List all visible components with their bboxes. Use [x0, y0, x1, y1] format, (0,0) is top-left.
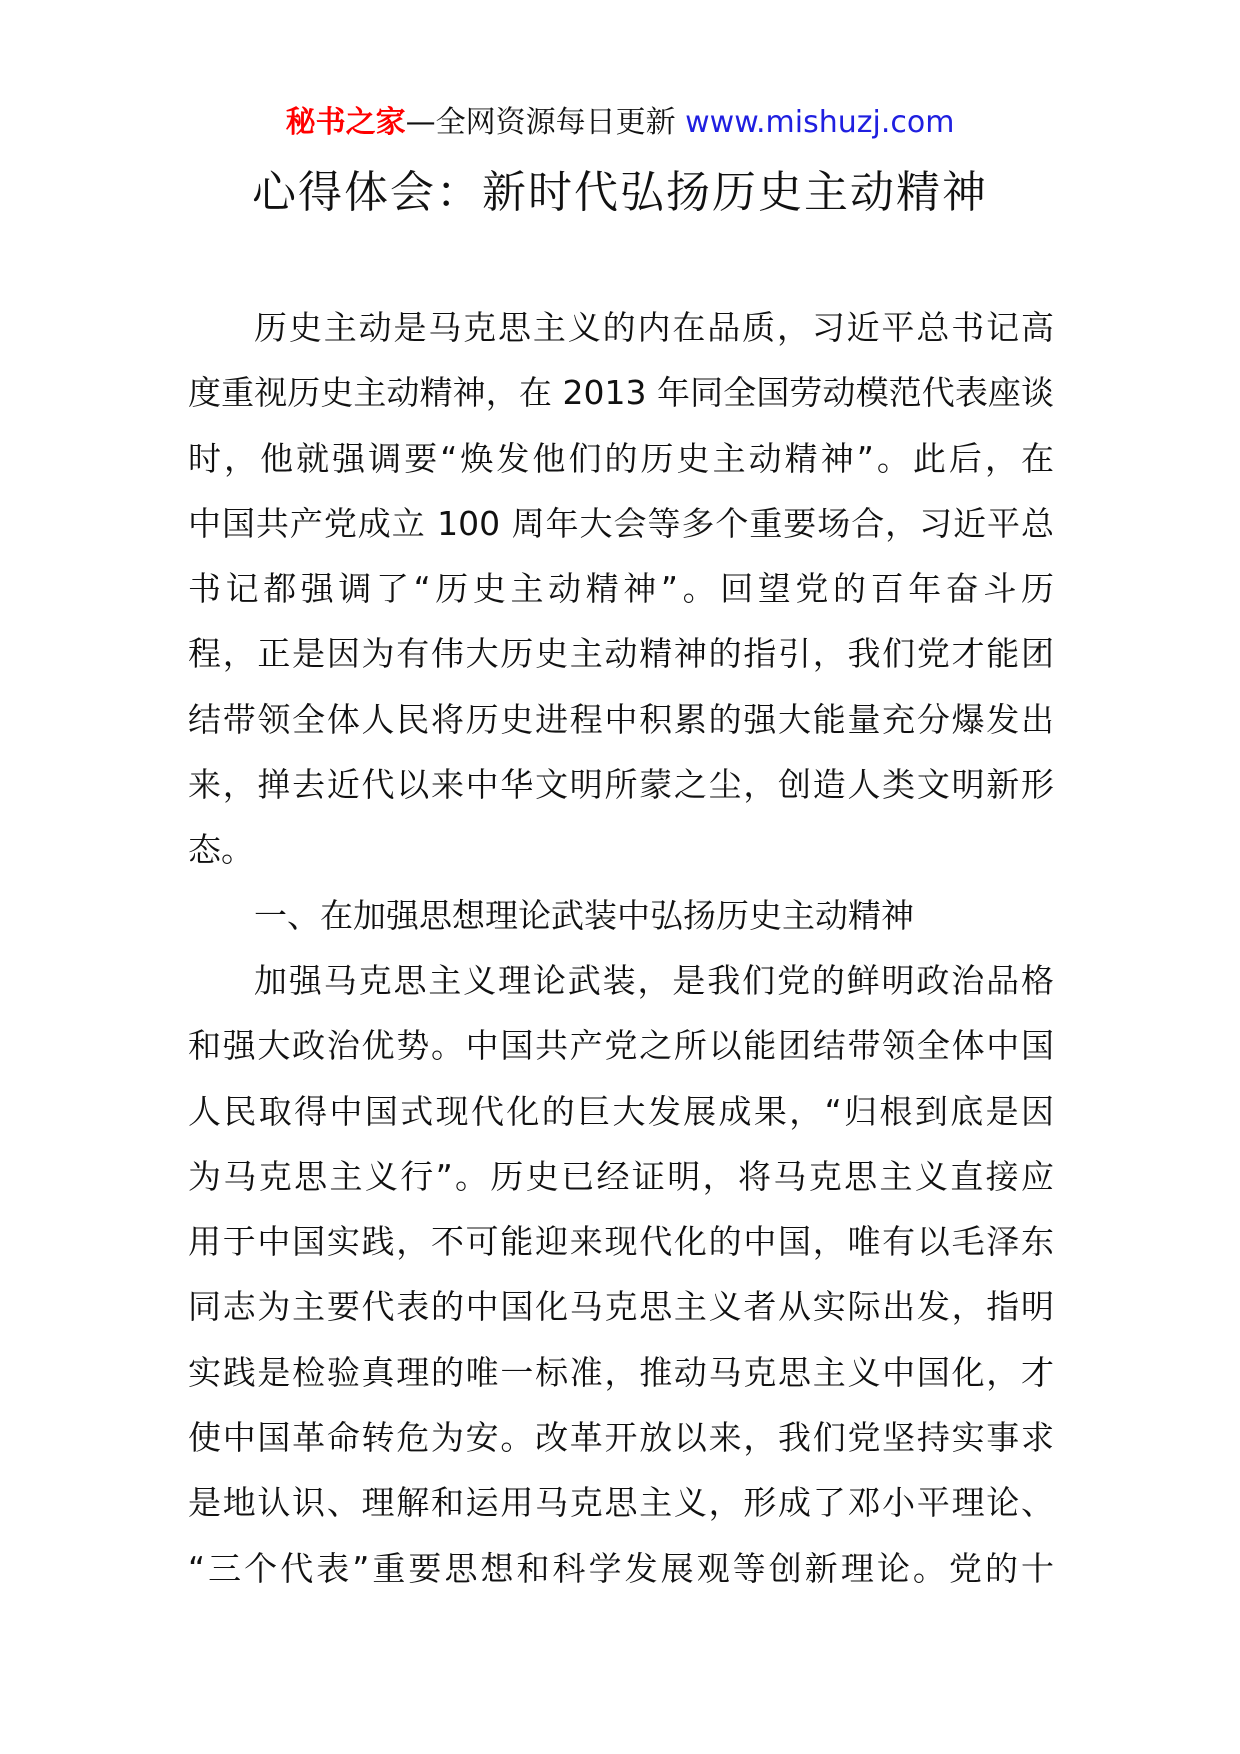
text-line: 实践是检验真理的唯一标准，推动马克思主义中国化，才 — [188, 1352, 1054, 1392]
text-line: 来，掸去近代以来中华文明所蒙之尘，创造人类文明新形 — [188, 765, 1054, 805]
text-line: “三个代表”重要思想和科学发展观等创新理论。党的十 — [188, 1548, 1054, 1588]
text-line: 时，他就强调要“焕发他们的历史主动精神”。此后，在 — [188, 438, 1054, 478]
text-line: 程，正是因为有伟大历史主动精神的指引，我们党才能团 — [188, 634, 1054, 674]
text-line: 结带领全体人民将历史进程中积累的强大能量充分爆发出 — [188, 699, 1054, 739]
text-line: 态。 — [188, 830, 254, 870]
text-line: 是地认识、理解和运用马克思主义，形成了邓小平理论、 — [188, 1483, 1054, 1523]
text-line: 加强马克思主义理论武装，是我们党的鲜明政治品格 — [254, 960, 1054, 1000]
text-line: 为马克思主义行”。历史已经证明，将马克思主义直接应 — [188, 1156, 1054, 1196]
text-line: 书记都强调了“历史主动精神”。回望党的百年奋斗历 — [188, 569, 1054, 609]
text-line: 使中国革命转危为安。改革开放以来，我们党坚持实事求 — [188, 1418, 1054, 1458]
document-title: 心得体会：新时代弘扬历史主动精神 — [252, 167, 988, 218]
text-line: 和强大政治优势。中国共产党之所以能团结带领全体中国 — [188, 1026, 1054, 1066]
header-tagline: —全网资源每日更新 — [405, 105, 686, 140]
text-line: 人民取得中国式现代化的巨大发展成果，“归根到底是因 — [188, 1091, 1054, 1131]
text-line: 度重视历史主动精神，在 2013 年同全国劳动模范代表座谈 — [188, 373, 1054, 413]
page-header — [0, 103, 1240, 143]
section-heading: 一、在加强思想理论武装中弘扬历史主动精神 — [254, 895, 914, 935]
text-line: 历史主动是马克思主义的内在品质，习近平总书记高 — [254, 308, 1054, 347]
text-line: 同志为主要代表的中国化马克思主义者从实际出发，指明 — [188, 1287, 1054, 1327]
text-line: 中国共产党成立 100 周年大会等多个重要场合，习近平总 — [188, 503, 1054, 543]
site-url-link[interactable]: www.mishuzj.com — [685, 105, 955, 140]
text-line: 用于中国实践，不可能迎来现代化的中国，唯有以毛泽东 — [188, 1222, 1054, 1262]
document-body — [188, 295, 1054, 1601]
brand-name: 秘书之家 — [285, 105, 406, 140]
